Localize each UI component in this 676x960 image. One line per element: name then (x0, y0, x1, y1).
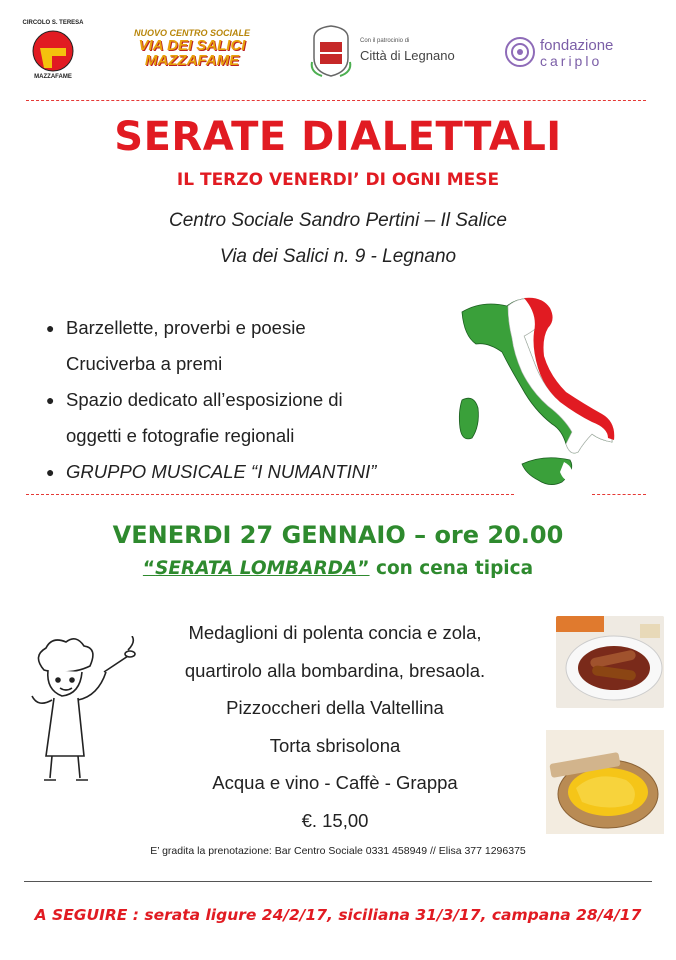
divider-middle-right (592, 494, 646, 495)
circolo-label-bottom: MAZZAFAME (34, 74, 72, 80)
bullet-icon: ● (46, 464, 55, 480)
menu-item: quartirolo alla bombardina, bresaola. (184, 659, 486, 681)
centro-sociale-logo (122, 28, 262, 78)
list-item: ● GRUPPO MUSICALE “I NUMANTINI” (46, 454, 426, 490)
list-item: Cruciverba a premi (66, 353, 223, 374)
list-item: ● Barzellette, proverbi e poesie (46, 310, 426, 346)
centro-logo-mid: VIA DEI SALICI (138, 37, 246, 54)
page-title: SERATE DIALETTALI (114, 114, 562, 160)
logo-bar (0, 18, 676, 88)
food-photo-polenta (546, 730, 664, 834)
list-item: oggetti e fotografie regionali (66, 425, 295, 446)
menu-price: €. 15,00 (301, 809, 369, 831)
event-name: SERATA LOMBARDA (155, 558, 358, 579)
divider-bottom (24, 881, 652, 882)
centro-logo-top: NUOVO CENTRO SOCIALE (133, 28, 250, 38)
event-date: VENERDI 27 GENNAIO – ore 20.00 (112, 521, 564, 549)
reservation-info: E’ gradita la prenotazione: Bar Centro Sociale 0331 458949 // Elisa 377 1296375 (150, 845, 526, 857)
cariplo-top: fondazione (540, 37, 614, 54)
venue-name: Centro Sociale Sandro Pertini – Il Salice (169, 210, 507, 231)
italy-map-image (452, 292, 622, 492)
divider-middle (26, 494, 514, 495)
legnano-logo (308, 24, 478, 80)
cariplo-logo (504, 36, 644, 76)
activities-list (46, 310, 426, 490)
menu-item: Acqua e vino - Caffè - Grappa (212, 772, 458, 793)
cariplo-emblem-icon (504, 36, 536, 68)
event-name-line: “SERATA LOMBARDA” con cena tipica (142, 558, 534, 579)
menu-item: Medaglioni di polenta concia e zola, (188, 622, 482, 643)
chef-illustration (18, 636, 138, 786)
centro-logo-bottom: MAZZAFAME (144, 52, 240, 69)
circolo-label: CIRCOLO S. TERESA (22, 20, 84, 26)
dinner-menu (150, 614, 520, 839)
legnano-name: Città di Legnano (360, 48, 455, 63)
menu-item: Torta sbrisolona (269, 734, 401, 756)
menu-item: Pizzoccheri della Valtellina (226, 697, 444, 718)
bullet-icon: ● (46, 392, 55, 408)
legnano-crest-icon (308, 24, 354, 78)
circolo-logo (22, 18, 84, 84)
page-subtitle: IL TERZO VENERDI’ DI OGNI MESE (176, 170, 500, 190)
bullet-icon: ● (46, 320, 55, 336)
cariplo-bottom: cariplo (540, 53, 603, 69)
food-photo-meat (556, 616, 664, 708)
divider-top (26, 100, 646, 101)
venue-address: Via dei Salici n. 9 - Legnano (219, 246, 457, 267)
legnano-small: Con il patrocinio di (360, 38, 410, 44)
upcoming-events: A SEGUIRE : serata ligure 24/2/17, siciliana 31/3/17, campana 28/4/17 (34, 906, 642, 924)
list-item: ● Spazio dedicato all’esposizione di (46, 382, 426, 418)
